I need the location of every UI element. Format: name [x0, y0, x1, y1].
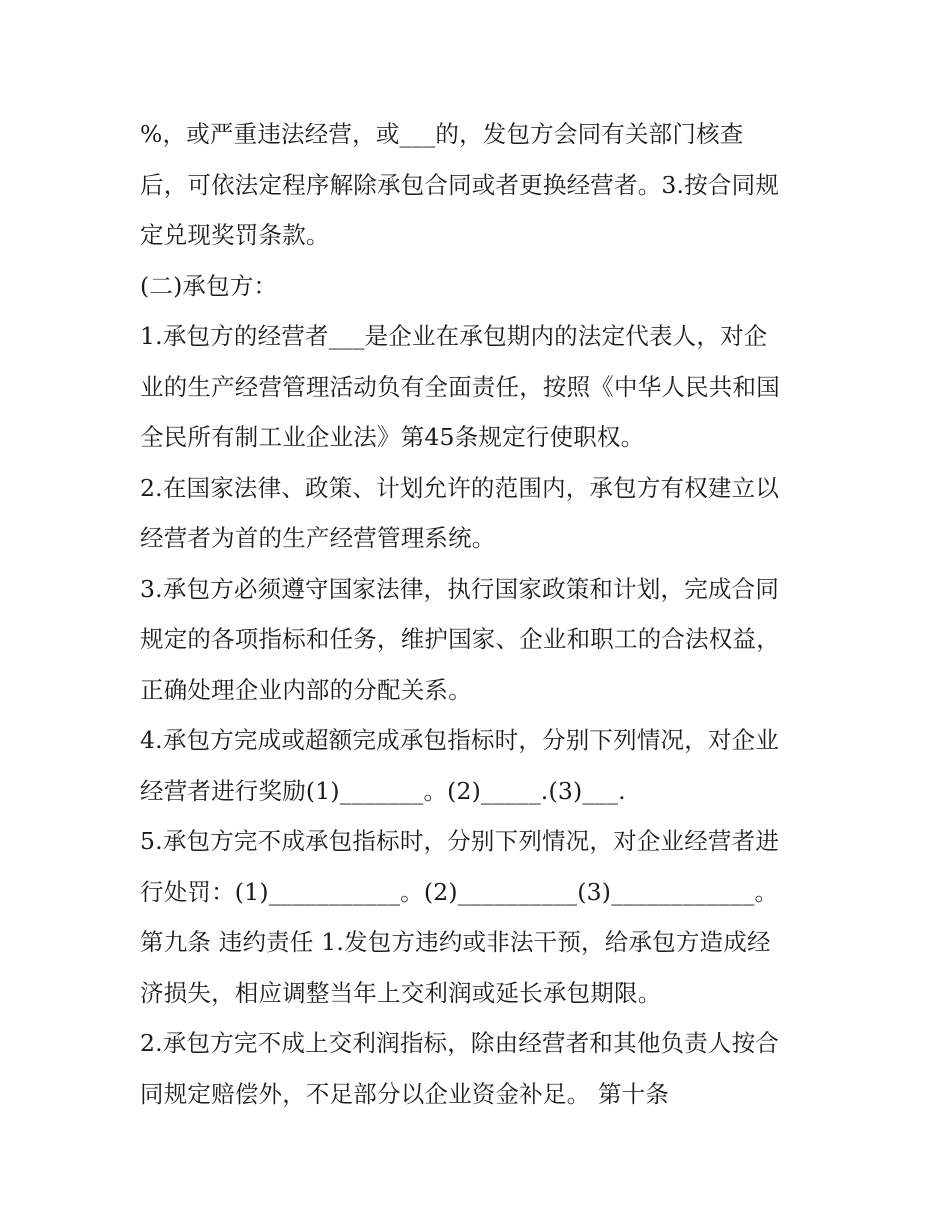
text-line: %，或严重违法经营，或___的，发包方会同有关部门核查 [140, 120, 744, 148]
text-line: 2.承包方完不成上交利润指标，除由经营者和其他负责人按合 [140, 1029, 780, 1057]
text-line: 定兑现奖罚条款。 [140, 221, 330, 249]
text-line: 3.承包方必须遵守国家法律，执行国家政策和计划，完成合同 [140, 574, 780, 603]
text-line: 5.承包方完不成承包指标时，分别下列情况，对企业经营者进 [140, 827, 780, 855]
text-line: 后，可依法定程序解除承包合同或者更换经营者。3.按合同规 [140, 170, 780, 199]
text-line: 规定的各项指标和任务，维护国家、企业和职工的合法权益， [140, 625, 780, 653]
text-line: 经营者为首的生产经营管理系统。 [140, 524, 496, 552]
section-heading: (二)承包方： [140, 271, 278, 300]
text-line: 业的生产经营管理活动负有全面责任，按照《中华人民共和国 [140, 372, 780, 401]
text-line: 4.承包方完成或超额完成承包指标时，分别下列情况，对企业 [140, 726, 780, 754]
text-line: 第九条 违约责任 1.发包方违约或非法干预，给承包方造成经 [140, 928, 771, 956]
text-line: 同规定赔偿外，不足部分以企业资金补足。 第十条 [140, 1079, 670, 1108]
text-line: 正确处理企业内部的分配关系。 [140, 675, 472, 704]
document-body [140, 109, 820, 1119]
text-line: 济损失，相应调整当年上交利润或延长承包期限。 [140, 978, 662, 1007]
text-line: 全民所有制工业企业法》第45条规定行使职权。 [140, 423, 645, 451]
text-line: 行处罚：(1)___________。(2)__________(3)____________。 [140, 877, 779, 906]
text-line: 2.在国家法律、政策、计划允许的范围内，承包方有权建立以 [140, 473, 780, 502]
text-line: 经营者进行奖励(1)_______。(2)_____.(3)___. [140, 776, 626, 805]
text-line: 1.承包方的经营者___是企业在承包期内的法定代表人，对企 [140, 322, 768, 350]
